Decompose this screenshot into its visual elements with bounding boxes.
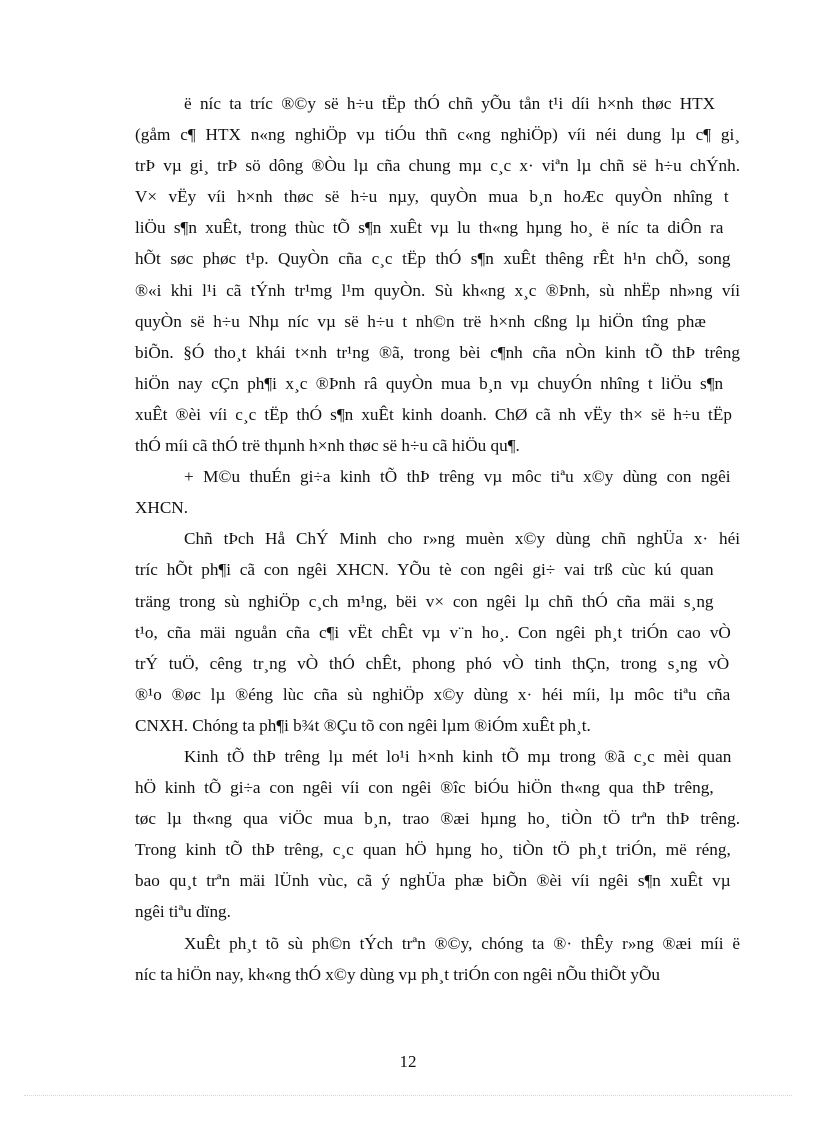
- text-line: t¹o, cña mäi nguån cña c¶i vËt chÊt vµ v¨n ho¸. Con ngêi ph¸t triÓn cao vÒ: [135, 622, 731, 642]
- text-line: hÖ kinh tÕ gi÷a con ngêi víi con ngêi ®îc biÓu hiÖn th«ng qua thÞ trêng,: [135, 778, 714, 798]
- text-line: tøc lµ th«ng qua viÖc mua b¸n, trao ®æi hµng ho¸ tiÒn tÖ trªn thÞ trêng.: [135, 809, 740, 829]
- text-line: níc ta hiÖn nay, kh«ng thÓ x©y dùng vµ ph¸t triÓn con ngêi nÕu thiÕt yÕu: [135, 964, 660, 984]
- text-line: träng trong sù nghiÖp c¸ch m¹ng, bëi v× con ngêi lµ chñ thÓ cña mäi s¸ng: [135, 591, 714, 611]
- text-line: xuÊt ®èi víi c¸c tËp thÓ s¶n xuÊt kinh doanh. ChØ cã nh vËy th× së h÷u tËp: [135, 404, 732, 424]
- text-line: + M©u thuÉn gi÷a kinh tÕ thÞ trêng vµ môc tiªu x©y dùng con ngêi: [184, 467, 731, 487]
- text-line: ®«i khi l¹i cã tÝnh tr¹mg l¹m quyÒn. Sù kh«ng x¸c ®Þnh, sù nhËp nh»ng víi: [135, 280, 740, 300]
- text-line: Trong kinh tÕ thÞ trêng, c¸c quan hÖ hµng ho¸ tiÒn tÖ ph¸t triÓn, më réng,: [135, 840, 731, 860]
- text-line: bao qu¸t trªn mäi lÜnh vùc, cã ý nghÜa phæ biÕn ®èi víi ngêi s¶n xuÊt vµ: [135, 871, 731, 891]
- text-line: thÓ míi cã thÓ trë thµnh h×nh thøc së h÷u cã hiÖu qu¶.: [135, 436, 520, 456]
- text-line: trÝ tuÖ, cêng tr¸ng vÒ thÓ chÊt, phong phó vÒ tinh thÇn, trong s¸ng vÒ: [135, 653, 730, 673]
- text-line: tríc hÕt ph¶i cã con ngêi XHCN. YÕu tè con ngêi gi÷ vai trß cùc kú quan: [135, 560, 714, 580]
- paragraph: [135, 88, 740, 461]
- text-line: ngêi tiªu dïng.: [135, 902, 231, 922]
- text-line: V× vËy víi h×nh thøc së h÷u nµy, quyÒn mua b¸n hoÆc quyÒn nhîng t: [135, 187, 729, 207]
- text-line: hÕt søc phøc t¹p. QuyÒn cña c¸c tËp thÓ s¶n xuÊt thêng rÊt h¹n chÕ, song: [135, 249, 731, 269]
- page-number: 12: [399, 1052, 417, 1071]
- text-line: XHCN.: [135, 498, 188, 518]
- text-line: trÞ vµ gi¸ trÞ sö dông ®Òu lµ cña chung mµ c¸c x· viªn lµ chñ së h÷u chÝnh.: [135, 156, 740, 176]
- text-line: hiÖn nay cÇn ph¶i x¸c ®Þnh râ quyÒn mua b¸n vµ chuyÓn nhîng t liÖu s¶n: [135, 373, 724, 393]
- text-line: ®¹o ®øc lµ ®éng lùc cña sù nghiÖp x©y dùng x· héi míi, lµ môc tiªu cña: [135, 684, 731, 704]
- text-line: XuÊt ph¸t tõ sù ph©n tÝch trªn ®©y, chóng ta ®· thÊy r»ng ®æi míi ë: [184, 933, 740, 953]
- paragraph: [135, 461, 740, 523]
- paragraph: [135, 928, 740, 990]
- text-line: liÖu s¶n xuÊt, trong thùc tÕ s¶n xuÊt vµ lu th«ng hµng ho¸ ë níc ta diÔn ra: [135, 218, 724, 238]
- text-line: (gåm c¶ HTX n«ng nghiÖp vµ tiÓu thñ c«ng nghiÖp) víi néi dung lµ c¶ gi¸: [135, 125, 740, 145]
- body-text: [135, 88, 740, 990]
- page-bottom-divider: [24, 1095, 792, 1096]
- text-line: quyÒn së h÷u Nhµ níc vµ së h÷u t nh©n trë h×nh cßng lµ hiÖn tîng phæ: [135, 311, 706, 331]
- text-line: Chñ tÞch Hå ChÝ Minh cho r»ng muèn x©y dùng chñ nghÜa x· héi: [184, 529, 740, 549]
- text-line: biÕn. §Ó tho¸t khái t×nh tr¹ng ®ã, trong bèi c¶nh cña nÒn kinh tÕ thÞ trêng: [135, 342, 740, 362]
- text-line: CNXH. Chóng ta ph¶i b¾t ®Çu tõ con ngêi lµm ®iÓm xuÊt ph¸t.: [135, 715, 591, 735]
- text-line: Kinh tÕ thÞ trêng lµ mét lo¹i h×nh kinh tÕ mµ trong ®ã c¸c mèi quan: [184, 746, 732, 766]
- text-line: ë níc ta tríc ®©y së h÷u tËp thÓ chñ yÕu tån t¹i díi h×nh thøc HTX: [184, 94, 716, 113]
- paragraph: [135, 523, 740, 741]
- paragraph: [135, 741, 740, 928]
